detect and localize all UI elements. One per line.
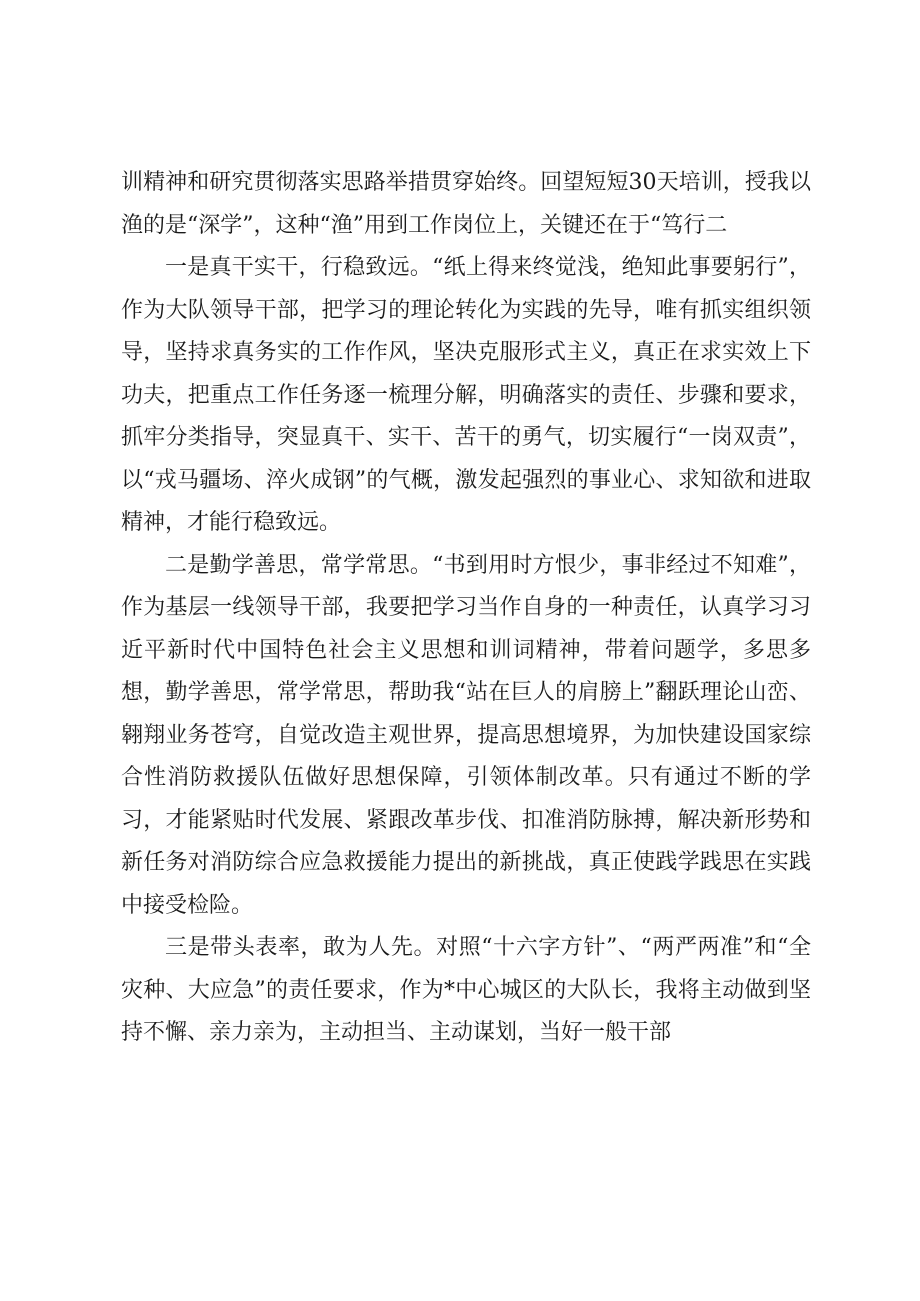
document-body xyxy=(121,162,811,1055)
paragraph-continuation: 训精神和研究贯彻落实思路举措贯穿始终。回望短短30天培训，授我以渔的是“深学”，这种“渔”用到工作岗位上，关键还在于“笃行二 xyxy=(121,170,811,238)
paragraph-point-one: 一是真干实干，行稳致远。“纸上得来终觉浅，绝知此事要躬行”，作为大队领导干部，把学习的理论转化为实践的先导，唯有抓实组织领导，坚持求真务实的工作作风，坚决克服形式主义，真正在求实效上下功夫，把重点工作任务逐一梳理分解，明确落实的责任、步骤和要求，抓牢分类指导，突显真干、实干、苦干的勇气，切实履行“一岗双责”，以“戎马疆场、淬火成钢”的气概，激发起强烈的事业心、求知欲和进取精神，才能行稳致远。 xyxy=(121,255,811,535)
paragraph-point-two: 二是勤学善思，常学常思。“书到用时方恨少，事非经过不知难”，作为基层一线领导干部，我要把学习当作自身的一种责任，认真学习习近平新时代中国特色社会主义思想和训词精神，带着问题学，多思多想，勤学善思，常学常思，帮助我“站在巨人的肩膀上”翻跃理论山峦、翱翔业务苍穹，自觉改造主观世界，提高思想境界，为加快建设国家综合性消防救援队伍做好思想保障，引领体制改革。只有通过不断的学习，才能紧贴时代发展、紧跟改革步伐、扣准消防脉搏，解决新形势和新任务对消防综合应急救援能力提出的新挑战，真正使践学践思在实践中接受检险。 xyxy=(121,552,811,918)
paragraph-point-three: 三是带头表率，敢为人先。对照“十六字方针”、“两严两准”和“全灾种、大应急”的责任要求，作为*中心城区的大队长，我将主动做到坚持不懈、亲力亲为，主动担当、主动谋划，当好一般干部 xyxy=(121,935,811,1045)
